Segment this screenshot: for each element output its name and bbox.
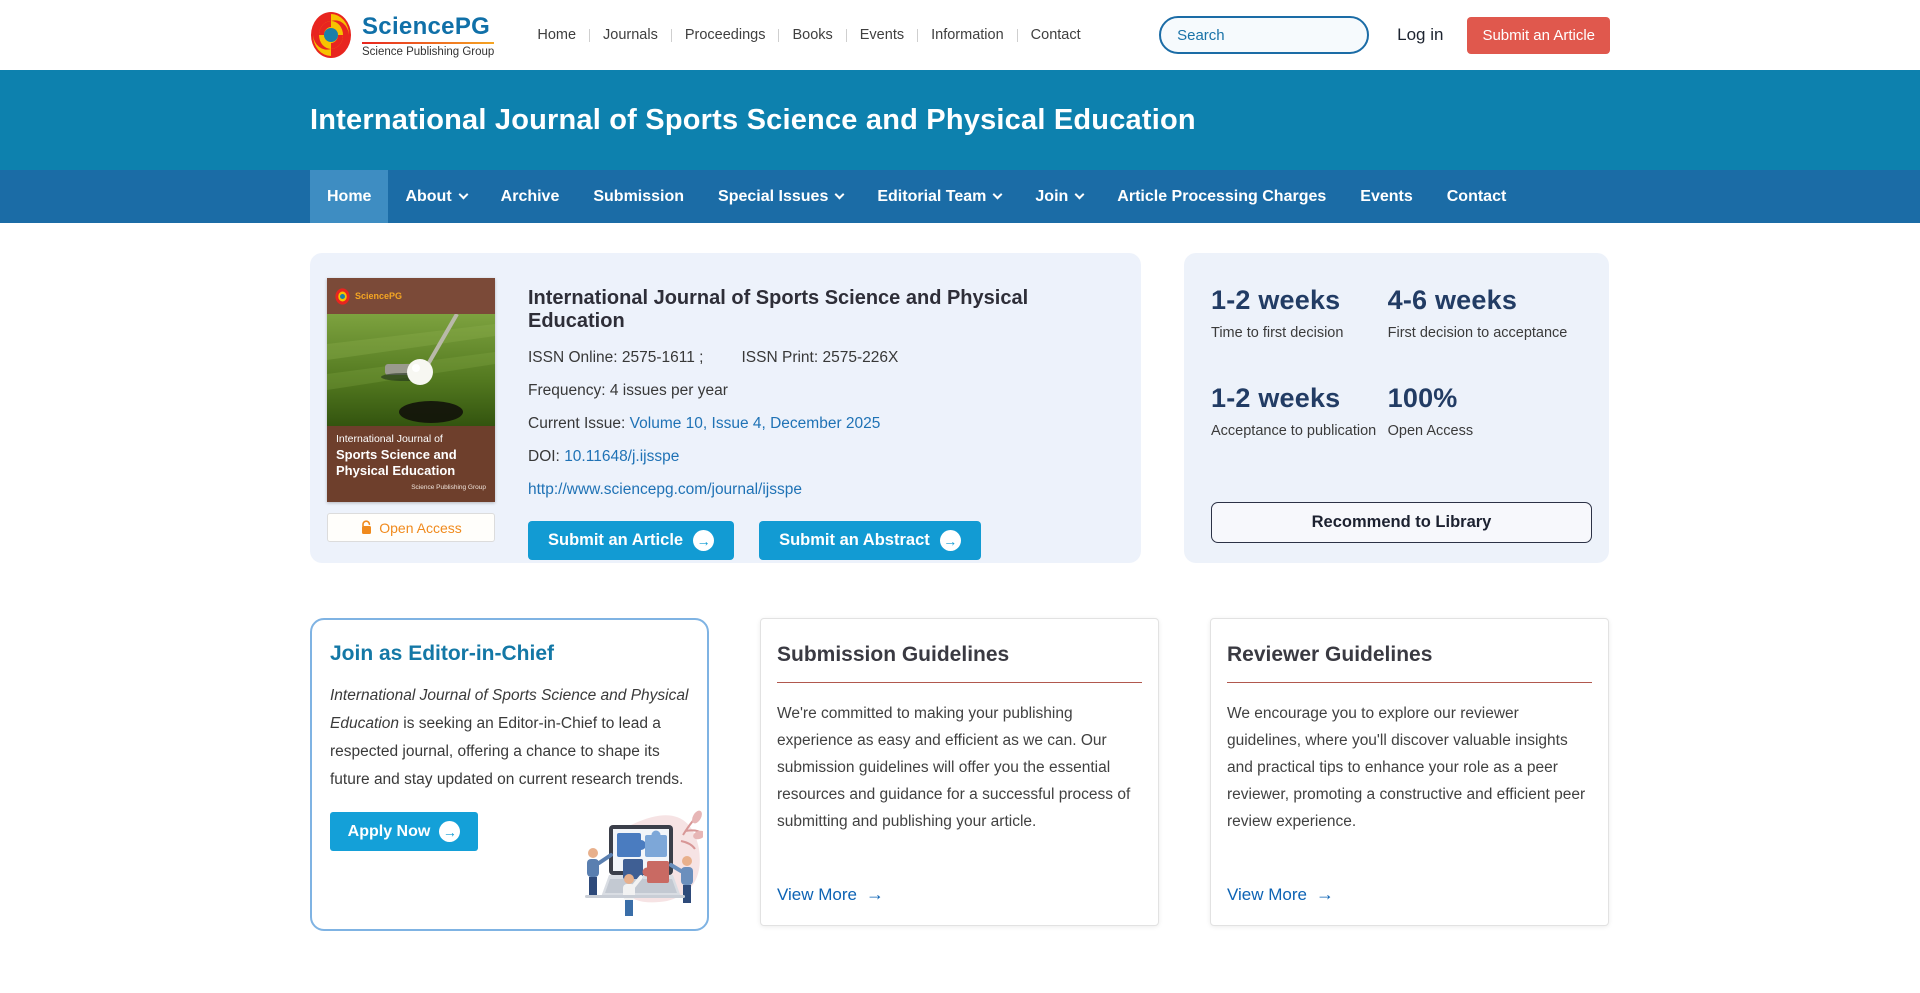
cover-publisher: Science Publishing Group [411,484,486,491]
top-nav-journals[interactable]: Journals [603,27,658,43]
submission-guidelines-title: Submission Guidelines [777,643,1010,666]
chevron-down-icon [1075,190,1085,200]
stat-first-decision: 1-2 weeks Time to first decision [1211,285,1344,341]
journal-cover[interactable] [327,278,495,502]
join-editor-title: Join as Editor-in-Chief [330,642,555,665]
journal-nav-home[interactable]: Home [310,170,388,223]
frequency-line: Frequency: 4 issues per year [528,382,728,399]
card-divider [1227,682,1592,683]
join-editor-card [310,618,709,931]
journal-nav-join[interactable]: Join [1018,170,1100,223]
search-input[interactable] [1177,27,1376,44]
cover-title-line2: Sports Science and [336,447,457,462]
logo-name: SciencePG [362,12,491,40]
login-link[interactable]: Log in [1397,25,1444,44]
reviewer-view-more-link[interactable]: View More → [1227,884,1334,904]
join-editor-text: International Journal of Sports Science and Physical Education is seeking an Editor-in-Chief to lead a respected journal, offering a chance to shape its future and stay updated on current research trends. [330,687,689,788]
journal-nav-archive[interactable]: Archive [500,187,560,205]
recommend-to-library-button[interactable]: Recommend to Library [1211,502,1592,543]
journal-stats-card [1184,253,1609,563]
editor-illustration [571,805,703,923]
main-content [310,253,1610,931]
top-nav-books[interactable]: Books [792,27,833,43]
chevron-down-icon [835,190,845,200]
golf-photo [327,314,495,426]
journal-nav-submission[interactable]: Submission [593,187,685,205]
top-nav-home[interactable]: Home [537,27,577,43]
top-nav-contact[interactable]: Contact [1030,27,1081,43]
logo-divider [362,42,494,44]
arrow-right-icon: → [866,884,884,904]
arrow-circle-icon: → [940,530,961,551]
open-access-badge [327,513,495,542]
journal-nav-special-issues[interactable]: Special Issues [701,170,860,223]
submission-view-more-link[interactable]: View More → [777,884,884,904]
reviewer-guidelines-body: We encourage you to explore our reviewer guidelines, where you'll discover valuable insights and practical tips to enhance your role as a peer reviewer, promoting a constructive and efficient peer review experience. [1227,705,1586,830]
journal-nav-about[interactable]: About [388,170,483,223]
cover-title-line1: International Journal of [336,433,443,445]
current-issue-link[interactable]: Volume 10, Issue 4, December 2025 [629,415,881,432]
top-nav-information[interactable]: Information [931,27,1004,43]
reviewer-guidelines-card [1210,618,1609,926]
journal-nav-apc[interactable]: Article Processing Charges [1117,187,1327,205]
submission-guidelines-body: We're committed to making your publishing experience as easy and efficient as we can. Our submission guidelines will offer you the essential resources and guidance for a successful process of submitting and publishing your article. [777,705,1131,830]
arrow-circle-icon: → [439,821,460,842]
doi-line: DOI: 10.11648/j.ijsspe [528,448,680,465]
reviewer-guidelines-title: Reviewer Guidelines [1227,643,1433,666]
journal-info-card [310,253,1141,563]
sciencepg-logo[interactable] [310,11,494,59]
chevron-down-icon [993,190,1003,200]
journal-url-line [528,481,1121,499]
journal-nav-contact[interactable]: Contact [1446,187,1507,205]
current-issue-line: Current Issue: Volume 10, Issue 4, December 2025 [528,415,881,432]
sciencepg-logo-icon [310,11,352,59]
apply-now-button[interactable]: Apply Now → [330,812,478,851]
top-nav-proceedings[interactable]: Proceedings [684,27,766,43]
doi-link[interactable]: 10.11648/j.ijsspe [564,448,680,465]
stat-decision-to-acceptance: 4-6 weeks First decision to acceptance [1387,285,1568,341]
arrow-right-icon: → [1316,884,1334,904]
submit-abstract-button[interactable]: Submit an Abstract → [759,521,981,560]
issn-line: ISSN Online: 2575-1611 ; ISSN Print: 2575-226X [528,349,899,366]
journal-nav-events[interactable]: Events [1360,187,1413,205]
journal-url-link[interactable]: http://www.sciencepg.com/journal/ijsspe [528,481,802,498]
journal-banner [0,70,1920,170]
unlock-icon [360,520,373,535]
journal-info-title: International Journal of Sports Science and Physical Education [528,287,1029,332]
logo-tagline: Science Publishing Group [362,45,495,58]
submission-guidelines-card [760,618,1159,926]
submit-article-button[interactable]: Submit an Article → [528,521,734,560]
chevron-down-icon [458,190,468,200]
header-submit-article-button[interactable]: Submit an Article [1467,17,1610,54]
top-nav [524,27,1093,43]
cover-title-line3: Physical Education [336,463,456,478]
cover-logo-text: SciencePG [355,291,403,301]
journal-nav-editorial-team[interactable]: Editorial Team [860,170,1018,223]
arrow-circle-icon: → [693,530,714,551]
stat-acceptance-to-publication: 1-2 weeks Acceptance to publication [1211,383,1377,439]
card-divider [777,682,1142,683]
search-box [1159,16,1369,54]
cover-logo-icon [335,288,350,305]
journal-nav [0,170,1920,223]
journal-banner-title: International Journal of Sports Science and Physical Education [310,103,1196,136]
site-header [0,0,1920,70]
open-access-label: Open Access [379,519,462,536]
top-nav-events[interactable]: Events [859,27,905,43]
stat-open-access: 100% Open Access [1387,383,1474,439]
